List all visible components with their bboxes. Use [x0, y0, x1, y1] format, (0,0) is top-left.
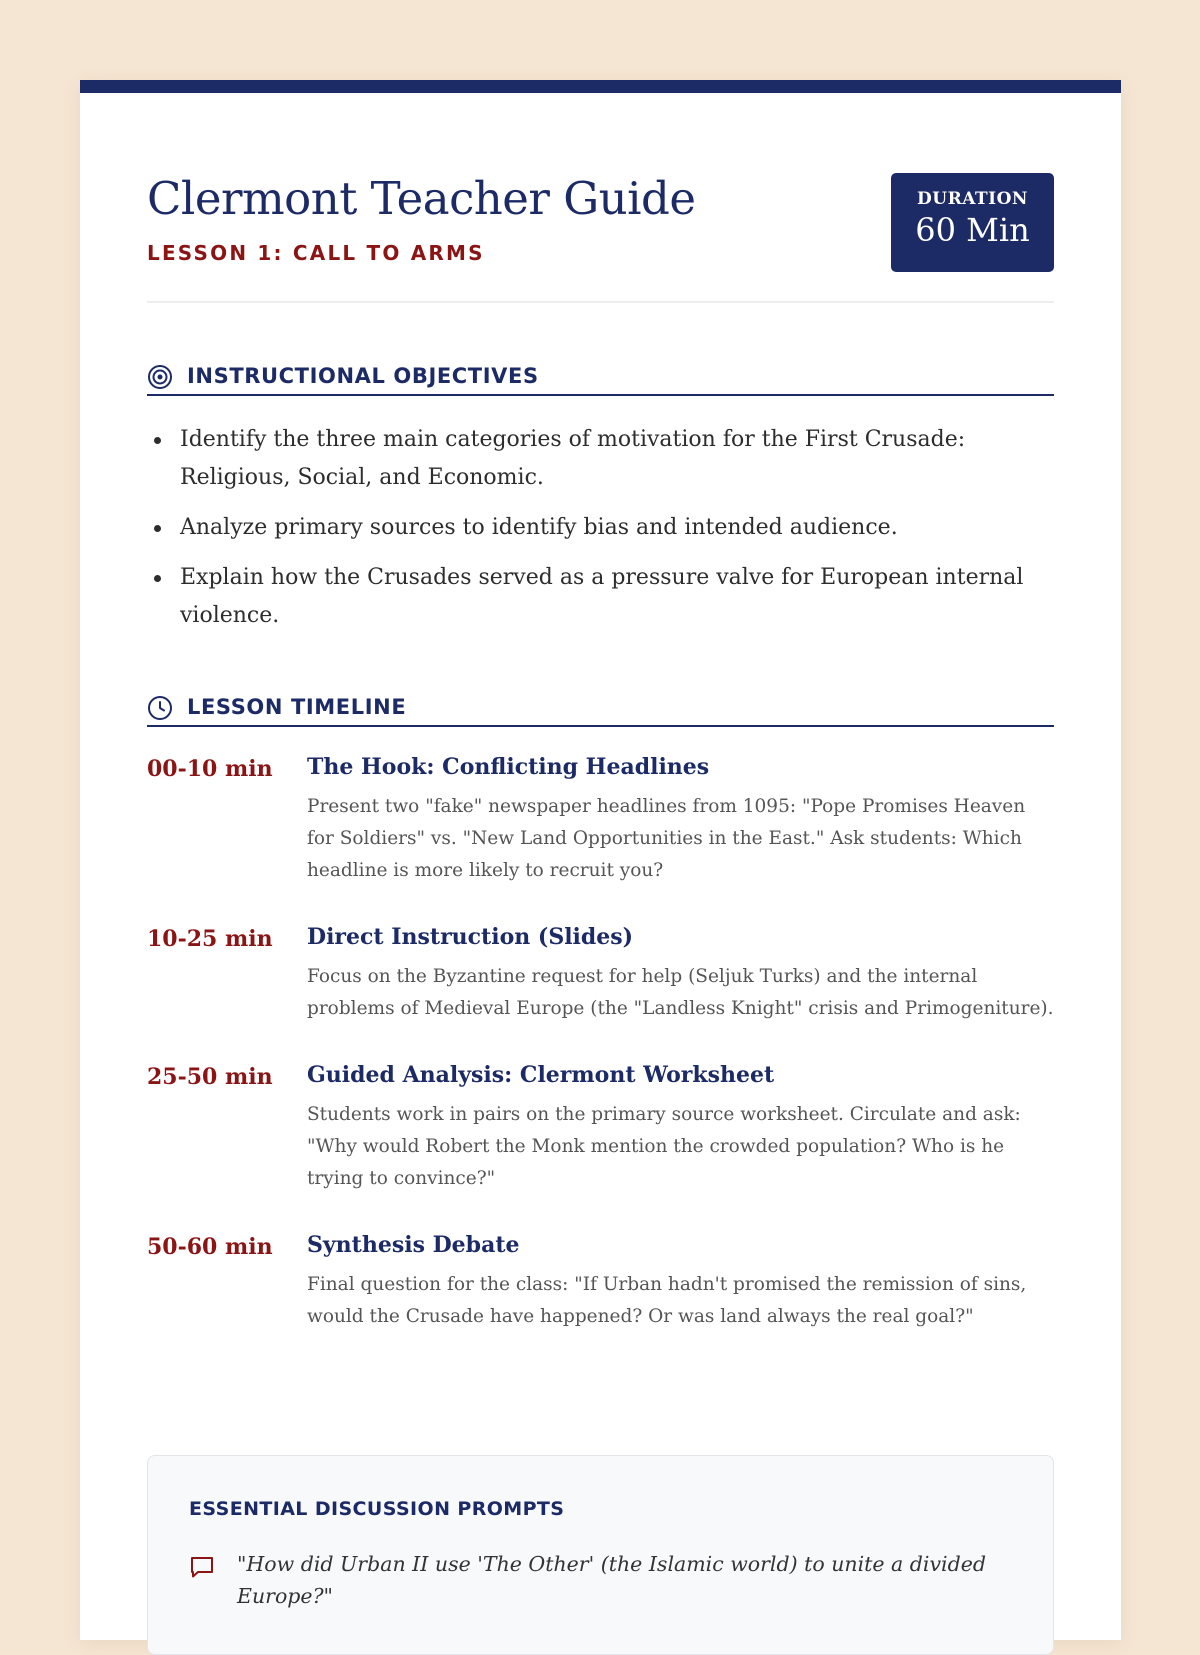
duration-label: DURATION — [917, 189, 1028, 209]
chat-bubble-icon — [189, 1554, 215, 1580]
timeline-item — [147, 1229, 1054, 1333]
timeline-item — [147, 1059, 1054, 1195]
guide-card — [80, 80, 1121, 1640]
timeline-description: Focus on the Byzantine request for help (Seljuk Turks) and the internal problems of Medieval Europe (the "Landless Knight" crisis and Primogeniture). — [307, 966, 1054, 1019]
list-item: Identify the three main categories of motivation for the First Crusade: Religious, Social, and Economic. — [147, 421, 1054, 497]
discussion-prompts-box — [147, 1455, 1054, 1655]
duration-value: 60 Min — [915, 211, 1030, 249]
lesson-subtitle: LESSON 1: CALL TO ARMS — [147, 241, 485, 265]
lesson-timeline — [147, 751, 1054, 1367]
timeline-heading-label: LESSON TIMELINE — [187, 695, 407, 719]
timeline-description: Present two "fake" newspaper headlines from 1095: "Pope Promises Heaven for Soldiers" vs. "New Land Opportunities in the East." Ask students: Which headline is more likely to recruit you? — [307, 796, 1026, 881]
header-divider — [147, 301, 1054, 303]
timeline-title: The Hook: Conflicting Headlines — [307, 754, 710, 780]
timeline-item — [147, 921, 1054, 1025]
timeline-title: Guided Analysis: Clermont Worksheet — [307, 1062, 775, 1088]
prompt-item — [189, 1548, 1023, 1612]
target-icon — [147, 364, 173, 390]
list-item: Analyze primary sources to identify bias and intended audience. — [147, 509, 1054, 547]
list-item: Explain how the Crusades served as a pressure valve for European internal violence. — [147, 559, 1054, 635]
timeline-time: 10-25 min — [147, 926, 273, 952]
timeline-heading — [147, 687, 1054, 727]
objectives-list — [147, 421, 1054, 647]
timeline-description: Final question for the class: "If Urban hadn't promised the remission of sins, would the Crusade have happened? Or was land always the real goal?" — [307, 1274, 1027, 1327]
timeline-time: 25-50 min — [147, 1064, 273, 1090]
timeline-title: Direct Instruction (Slides) — [307, 924, 634, 950]
objectives-heading-label: INSTRUCTIONAL OBJECTIVES — [187, 364, 539, 388]
prompts-heading: ESSENTIAL DISCUSSION PROMPTS — [189, 1498, 565, 1520]
objectives-heading — [147, 356, 1054, 396]
timeline-time: 50-60 min — [147, 1234, 273, 1260]
page-title: Clermont Teacher Guide — [147, 172, 696, 225]
prompt-text: "How did Urban II use 'The Other' (the Islamic world) to unite a divided Europe?" — [237, 1552, 986, 1608]
timeline-time: 00-10 min — [147, 756, 273, 782]
timeline-title: Synthesis Debate — [307, 1232, 520, 1258]
timeline-description: Students work in pairs on the primary source worksheet. Circulate and ask: "Why would Robert the Monk mention the crowded population? Who is he trying to convince?" — [307, 1104, 1021, 1189]
timeline-item — [147, 751, 1054, 887]
clock-icon — [147, 695, 173, 721]
duration-badge — [891, 173, 1054, 272]
